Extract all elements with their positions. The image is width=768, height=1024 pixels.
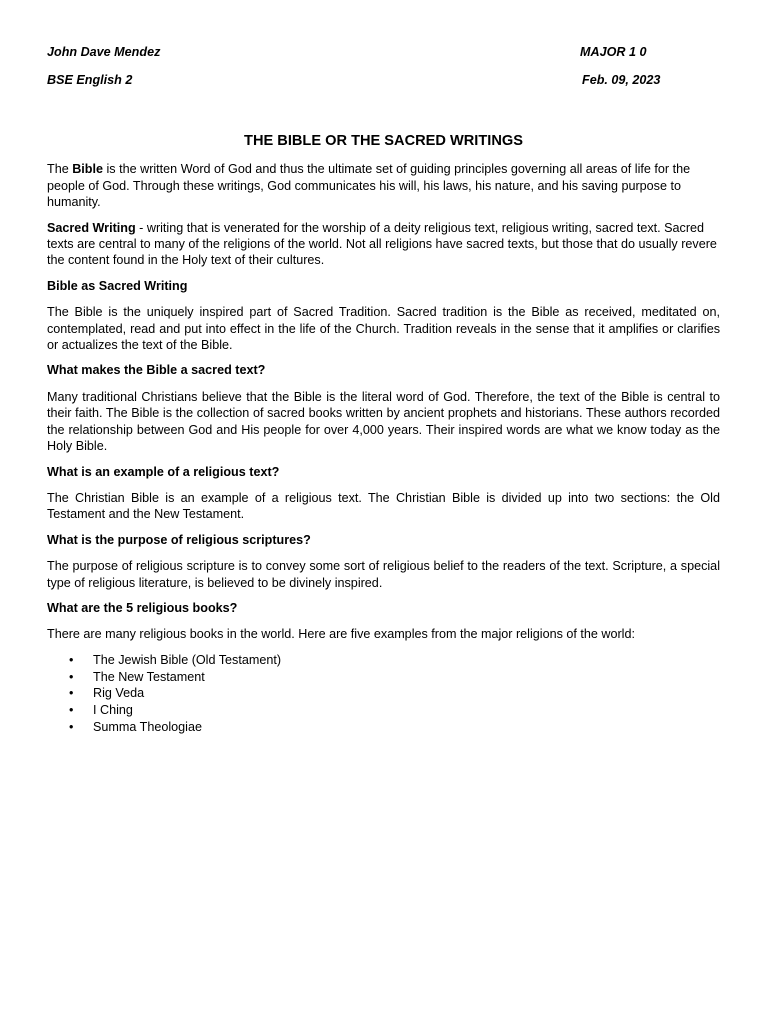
intro-text: is the written Word of God and thus the ultimate set of guiding principles governing all areas of life for the people of God. Through these writings, God communicates his will, his laws, his nature, and his saving purpose to humanity. (47, 162, 691, 210)
bullet-icon: • (69, 719, 74, 734)
section-paragraph: Many traditional Christians believe that the Bible is the literal word of God. Therefore, the text of the Bible is central to their faith. The Bible is the collection of sacred books written by ancient prophets and historians. These authors recorded the relationship between God and His people for over 4,000 years. Their inspired words are what we know today as the Holy Bible. (47, 389, 720, 454)
section-paragraph: The purpose of religious scripture is to convey some sort of religious belief to the readers of the text. Scripture, a special type of religious literature, is believed to be divinely inspired. (47, 559, 720, 590)
section-paragraph: There are many religious books in the world. Here are five examples from the major religions of the world: (47, 627, 635, 642)
section-heading: What is an example of a religious text? (47, 464, 280, 479)
course-label: BSE English 2 (47, 73, 133, 87)
date-label: Feb. 09, 2023 (582, 73, 661, 87)
sacred-writing-paragraph (47, 220, 720, 269)
list-item-text: Summa Theologiae (93, 719, 202, 734)
section-paragraph: The Christian Bible is an example of a religious text. The Christian Bible is divided up into two sections: the Old Testament and the New Testament. (47, 490, 720, 522)
bible-term: Bible (72, 162, 103, 177)
section-heading: What makes the Bible a sacred text? (47, 363, 266, 378)
document-body (47, 133, 720, 736)
list-item-text: The Jewish Bible (Old Testament) (93, 652, 282, 667)
section-paragraph: The Bible is the uniquely inspired part of Sacred Tradition. Sacred tradition is the Bible as received, meditated on, contemplated, read and put into effect in the life of the Church. Tradition reveals in the sense that it amplifies or clarifies or actualizes the text of the Bible. (47, 305, 720, 353)
list-item (47, 702, 720, 719)
section-heading: What is the purpose of religious scriptures? (47, 532, 311, 547)
bullet-icon: • (69, 669, 74, 684)
list-item (47, 669, 720, 686)
list-item-text: The New Testament (93, 669, 205, 684)
sacred-writing-text: - writing that is venerated for the worship of a deity religious text, religious writing, sacred text. Sacred texts are central to many of the religions of the world. Not all religions have sacred texts, but those that do usually revere the content found in the Holy text of their cultures. (47, 220, 717, 268)
section-heading: What are the 5 religious books? (47, 600, 238, 615)
list-item (47, 685, 720, 702)
list-item (47, 652, 720, 669)
author-name: John Dave Mendez (47, 45, 161, 59)
list-item-text: I Ching (93, 703, 133, 718)
page-title: THE BIBLE OR THE SACRED WRITINGS (244, 133, 523, 149)
intro-lead: The (47, 162, 73, 177)
section-heading: Bible as Sacred Writing (47, 278, 188, 293)
list-item-text: Rig Veda (93, 686, 145, 701)
subject-label: MAJOR 1 0 (580, 45, 647, 59)
bullet-icon: • (69, 703, 74, 718)
list-item (47, 719, 720, 736)
bullet-icon: • (69, 652, 74, 667)
bullet-icon: • (69, 686, 74, 701)
sacred-writing-term: Sacred Writing (47, 220, 136, 235)
intro-paragraph (47, 161, 720, 210)
religious-books-list (47, 652, 720, 736)
